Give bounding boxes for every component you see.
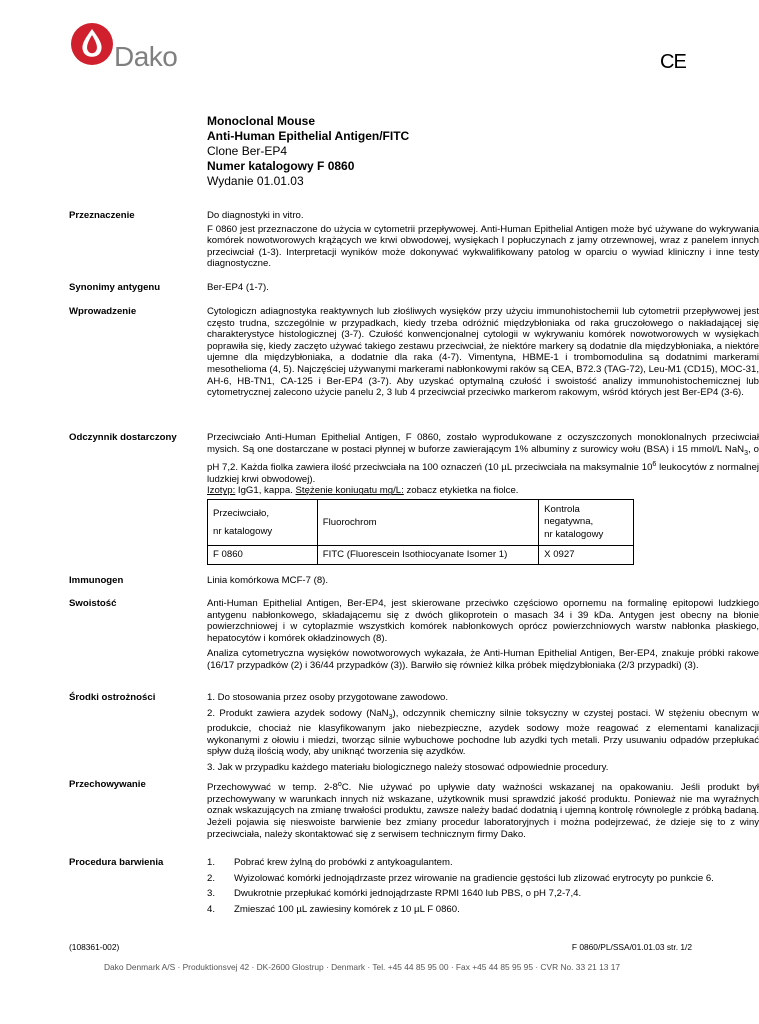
text-run: , o pH 7,2. Każda fiolka zawiera ilość przeciwciała na 100 oznaczeń (10 µL przeciwciała na maksymalnie 10 [207, 443, 759, 474]
section-label: Wprowadzenie [69, 306, 137, 317]
footer-doc-code: (108361-002) [69, 942, 120, 952]
superscript: 6 [652, 461, 657, 469]
text-run: Przechowywać w temp. 2-8 [207, 782, 338, 794]
izotyp-value: IgG1, kappa. [235, 485, 296, 497]
stezenie-value: zobacz etykietka na fiolce. [403, 485, 519, 497]
list-item [207, 873, 759, 885]
section-body [207, 432, 759, 497]
text-run: leukocytów z normalnej ludzkiej krwi obwodowej). [207, 462, 759, 485]
table-cell: X 0927 [539, 546, 634, 565]
title-line-4: Numer katalogowy F 0860 [207, 159, 355, 173]
section-label: Przeznaczenie [69, 210, 135, 221]
item-number: 1. [207, 857, 216, 868]
list-item [207, 857, 759, 869]
section-body [207, 210, 759, 270]
text-run: Przeciwciało Anti-Human Epithelial Antigen, F 0860, zostało wyprodukowane z oczyszczonych monoklonalnych przeciwciał mysich. Są one dostarczane w postaci płynnej w buforze zawierającym 1% albuminy z surowicy wołu (BSA) i 15 mmol/L NaN [207, 432, 759, 455]
paragraph [207, 708, 759, 758]
procedure-list [207, 857, 759, 915]
item-text: Pobrać krew żylną do probówki z antykoagulantem. [234, 857, 453, 868]
table-row [208, 546, 634, 565]
table-header-row [208, 500, 634, 546]
item-number: 4. [207, 903, 216, 915]
subscript: 3 [744, 449, 748, 457]
title-line-1: Monoclonal Mouse [207, 114, 315, 128]
table-header-cell [208, 500, 318, 546]
footer-address: Dako Denmark A/S · Produktionsvej 42 · DK-2600 Glostrup · Denmark · Tel. +45 44 85 95 00 · Fax +45 44 85 95 95 · CVR No. 33 21 13 17 [103, 962, 621, 972]
logo-text: Dako [114, 41, 178, 72]
dako-logo [70, 22, 178, 78]
paragraph: Analiza cytometryczna wysięków nowotworowych wykazała, że Anti-Human Epithelial Antigen, Ber-EP4, znakuje próbki rakowe (16/17 przypadków (2) i 36/44 przypadków (3)). Barwiło się również kilka próbek międzybłoniaka (2/3 przypadki) (3). [207, 648, 759, 671]
item-text: Wyizolować komórki jednojądrzaste przez wirowanie na gradiencie gęstości lub zlizować erytrocyty po punkcie 6. [234, 872, 714, 884]
section-body [207, 779, 759, 840]
header-text: nr katalogowy [544, 529, 604, 541]
section-label: Immunogen [69, 575, 124, 586]
list-item [207, 888, 759, 900]
dako-logo-mark [70, 22, 114, 66]
text-run: ), odczynnik chemiczny silnie toksyczny w czystej postaci. W stężeniu obecnym w produkcie, chociaż nie klasyfikowanym jako niebezpieczne, azydek sodowy może reagować z elementami kanalizacji wykonanymi z ołowiu i miedzi, tworząc silnie wybuchowe pochodne lub azydki tych metali. Przy usuwaniu odpadów przepłukać spływ dużą ilością wody, aby uniknąć tworzenia się azydków. [207, 707, 759, 758]
document-title [207, 114, 409, 189]
catalog-table [207, 499, 634, 565]
section-label: Przechowywanie [69, 779, 146, 790]
section-label: Swoistość [69, 598, 117, 609]
paragraph: 3. Jak w przypadku każdego materiału biologicznego należy stosować odpowiednie procedury. [207, 761, 609, 773]
subscript: 3 [388, 713, 393, 721]
header-text: Kontrola negatywna, [544, 504, 594, 527]
section-label: Synonimy antygenu [69, 282, 161, 293]
header-text: Przeciwciało, [213, 507, 269, 519]
footer-page-info: F 0860/PL/SSA/01.01.03 str. 1/2 [571, 942, 692, 952]
ce-mark: CE [660, 51, 686, 73]
izotyp-label: Izotyp: [207, 485, 236, 497]
text-run: 2. Produkt zawiera azydek sodowy (NaN [207, 707, 389, 719]
list-item [207, 904, 759, 916]
item-number: 3. [207, 888, 216, 900]
paragraph: Do diagnostyki in vitro. [207, 210, 304, 221]
title-line-5: Wydanie 01.01.03 [207, 174, 304, 188]
section-label: Odczynnik dostarczony [69, 432, 177, 443]
item-number: 2. [207, 872, 216, 884]
text-run: C. Nie używać po upływie daty ważności wskazanej na opakowaniu. Jeśli produkt był przechowywany w warunkach innych niż wskazane, użytkownik musi sprawdzić jakość produktu. Ponieważ nie ma wyraźnych oznak wskazujących na zmianę trwałości produktu, zawsze należy badać dodatnią i ujemną kontrolę równolegle z próbką badaną. Jeżeli pojawia się nieswoiste barwienie bez zmiany procedur laboratoryjnych i można podejrzewać, że dzieje się to z winy przeciwciała, należy skontaktować się z serwisem technicznym firmy Dako. [207, 782, 759, 840]
section-body: Ber-EP4 (1-7). [207, 282, 269, 293]
section-body: Linia komórkowa MCF-7 (8). [207, 575, 329, 586]
section-body [207, 598, 759, 672]
paragraph [207, 432, 759, 485]
paragraph: F 0860 jest przeznaczone do użycia w cytometrii przepływowej. Anti-Human Epithelial Antigen może być używane do wykrywania komórek nowotworowych krążących we krwi obwodowej, wysiękach I popłuczynach z jamy otrzewnowej, wraz z panelem innych przeciwciał (1-3). Interpretacji wyników może dokonywać wykwalifikowany patolog w oparciu o wywiad kliniczny i inne testy diagnostyczne. [207, 223, 759, 270]
superscript: o [337, 781, 342, 788]
section-body: Cytologiczn adiagnostyka reaktywnych lub złośliwych wysięków przy użyciu immunohistochemii lub cytometrii przepływowej jest często trudna, szczególnie w przypadkach, kiedy trzeba odróżnić międzybłoniaka od raka gruczołowego o nakładającej się charakterystyce histologicznej (3-7). Czułość konwencjonalnej cytologii w wykrywaniu komórek nowotworowych w wysiękach poprawiła się, kiedy zaczęto używać takiego zestawu przeciwciał, że niektóre markery są dodatnie dla międzybłoniaka, a niektóre ujemne dla międzybłoniaka, a dodatnie dla raka (4-7). Vimentyna, HBME-1 i trombomodulina są dodatnimi markerami mesothelioma (4, 5). Najczęściej używanymi markerami nabłonkowymi raków są CEA, B72.3 (TAG-72), Leu-M1 (CD15), MOC-31, AH-6, HB-TN1, CA-125 i Ber-EP4 (3-7). Aby uzyskać optymalną czułość i swoistość analizy immunohistochemicznej lub cytometrycznej zalecono użycie panelu 2, 3 lub 4 przeciwciał przeciwko markerom rakowym, wśród których jest Ber-EP4 (3-6). [207, 306, 759, 399]
table-header-cell [539, 500, 634, 546]
paragraph [207, 485, 759, 497]
paragraph: Anti-Human Epithelial Antigen, Ber-EP4, jest skierowane przeciwko częściowo opornemu na formalinę epitopowi ludzkiego antygenu nabłonkowego, składającemu się z dwóch glikoprotein o masach 34 i 39 kDa. Antygen jest obecny na błonie powierzchniowej i w cytoplazmie wszystkich komórek nabłonkowych oprócz powierzchniowych warstw nabłonka płaskiego, hepatocytów i komórek okładzinowych (8). [207, 598, 759, 644]
section-label: Procedura barwienia [69, 857, 164, 868]
section-label: Środki ostrożności [69, 692, 156, 703]
title-line-3: Clone Ber-EP4 [207, 144, 288, 158]
header-text: nr katalogowy [213, 525, 273, 537]
table-cell: F 0860 [208, 546, 318, 565]
section-body [207, 692, 759, 773]
table-header-cell: Fluorochrom [317, 500, 538, 546]
paragraph: 1. Do stosowania przez osoby przygotowane zawodowo. [207, 692, 449, 703]
item-text: Dwukrotnie przepłukać komórki jednojądrzaste RPMI 1640 lub PBS, o pH 7,2-7,4. [234, 888, 582, 900]
stezenie-label: Stężenie koniugatu mg/L: [295, 485, 404, 497]
title-line-2: Anti-Human Epithelial Antigen/FITC [207, 129, 410, 143]
table-cell: FITC (Fluorescein Isothiocyanate Isomer 1) [317, 546, 538, 565]
item-text: Zmieszać 100 µL zawiesiny komórek z 10 µL F 0860. [234, 903, 460, 915]
